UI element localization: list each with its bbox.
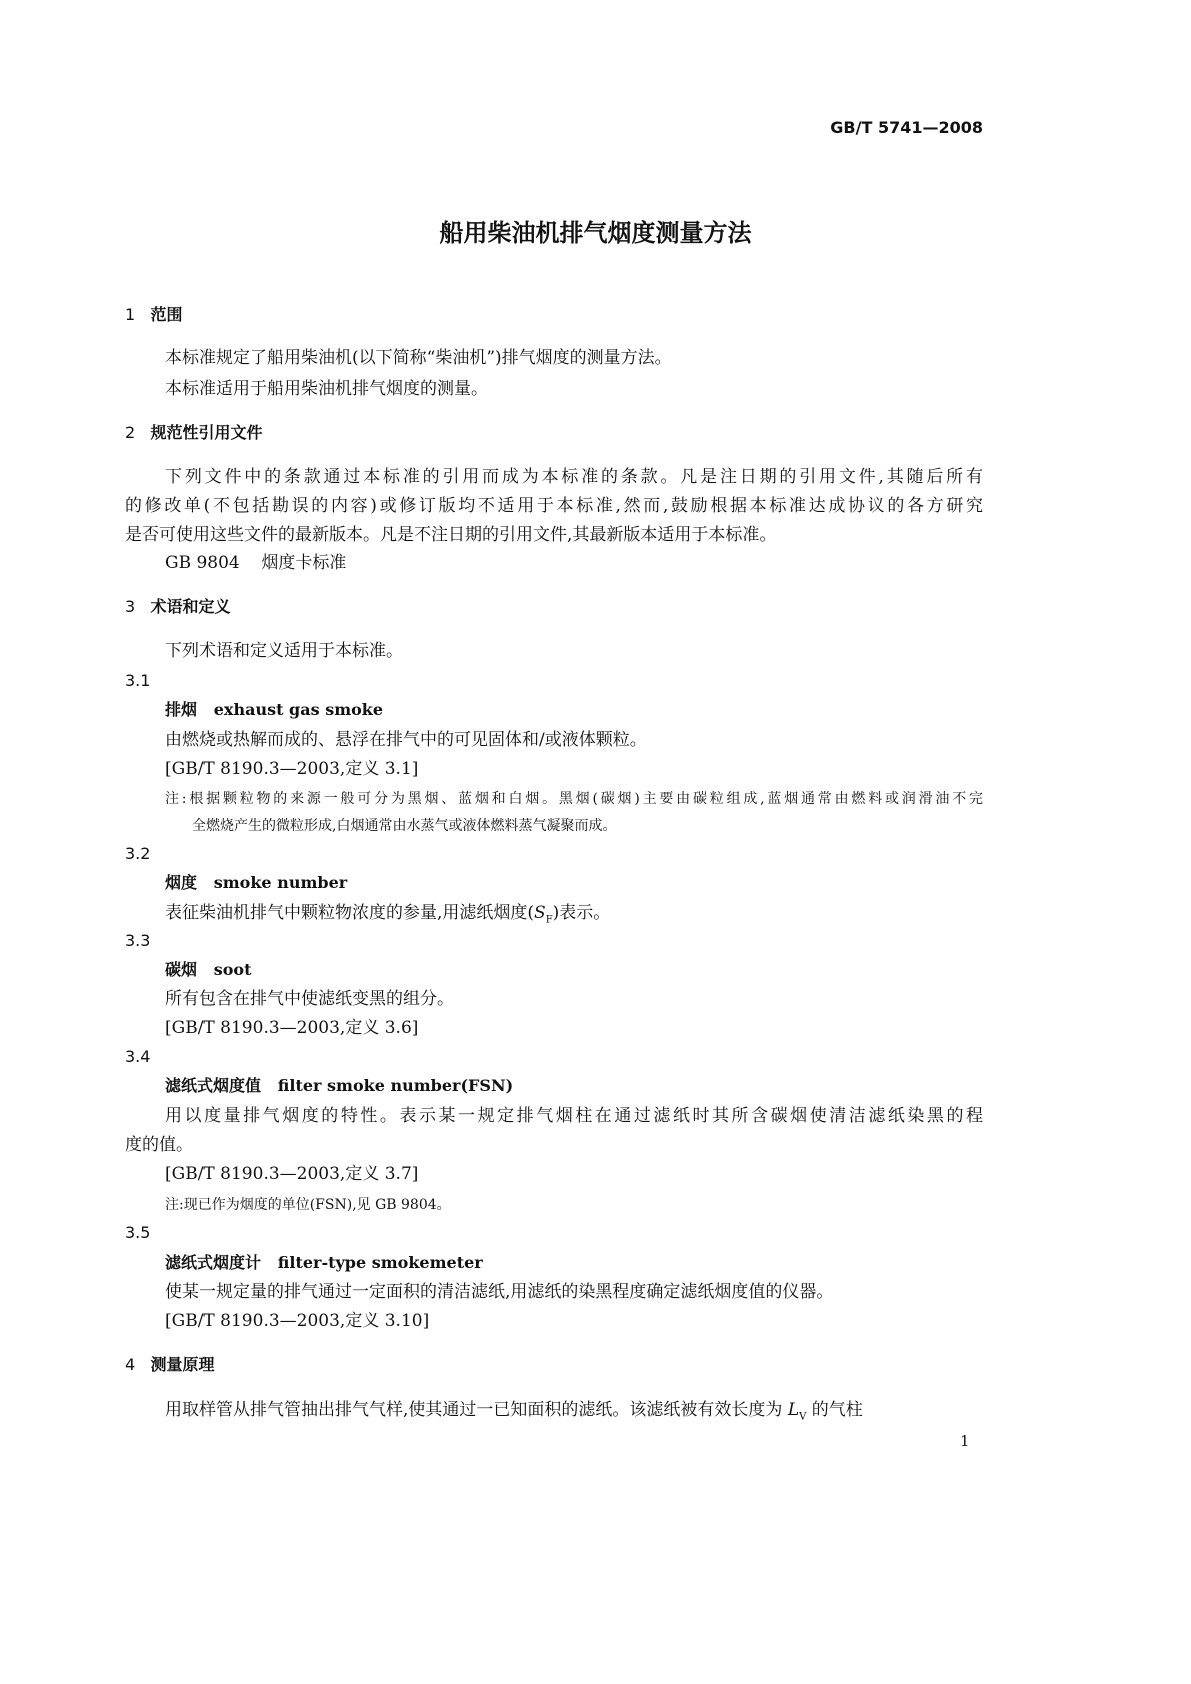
paragraph: 本标准适用于船用柴油机排气烟度的测量。 <box>165 379 488 399</box>
paragraph: 的修改单(不包括勘误的内容)或修订版均不适用于本标准,然而,鼓励根据本标准达成协议的各方研究 <box>125 496 983 516</box>
definition: 用以度量排气烟度的特性。表示某一规定排气烟柱在通过滤纸时其所含碳烟使清洁滤纸染黑的程 <box>165 1106 983 1126</box>
definition: 使某一规定量的排气通过一定面积的清洁滤纸,用滤纸的染黑程度确定滤纸烟度值的仪器。 <box>165 1282 834 1302</box>
paragraph: 本标准规定了船用柴油机(以下简称“柴油机”)排气烟度的测量方法。 <box>165 348 672 368</box>
definition: 表征柴油机排气中颗粒物浓度的参量,用滤纸烟度$(S_F)$表示。 <box>165 903 611 926</box>
term-heading: 烟度 smoke number <box>165 873 348 892</box>
term-heading: 排烟 exhaust gas smoke <box>165 700 384 719</box>
clause-number: 3.4 <box>125 1047 151 1066</box>
source: [GB/T 8190.3—2003,定义 3.1] <box>165 759 419 779</box>
definition: 由燃烧或热解而成的、悬浮在排气中的可见固体和/或液体颗粒。 <box>165 730 647 750</box>
page-title: 船用柴油机排气烟度测量方法 <box>439 219 752 247</box>
note: 注:现已作为烟度的单位(FSN),见 GB 9804。 <box>165 1197 451 1213</box>
paragraph: 是否可使用这些文件的最新版本。凡是不注日期的引用文件,其最新版本适用于本标准。 <box>125 525 777 545</box>
clause-number: 3.1 <box>125 671 151 690</box>
clause-number: 3.2 <box>125 844 151 863</box>
term-heading: 滤纸式烟度值 filter smoke number(FSN) <box>165 1076 514 1095</box>
section-1-heading: 1 范围 <box>125 305 183 324</box>
definition: 度的值。 <box>125 1135 193 1155</box>
term-heading: 滤纸式烟度计 filter-type smokemeter <box>165 1253 483 1272</box>
page-number: 1 <box>960 1432 970 1450</box>
source: [GB/T 8190.3—2003,定义 3.7] <box>165 1164 419 1184</box>
clause-number: 3.5 <box>125 1223 151 1242</box>
paragraph: 用取样管从排气管抽出排气气样,使其通过一已知面积的滤纸。该滤纸被有效长度为 $L_V$ 的气柱 <box>165 1400 863 1423</box>
term-heading: 碳烟 soot <box>165 960 252 979</box>
definition: 所有包含在排气中使滤纸变黑的组分。 <box>165 989 454 1009</box>
normative-reference: GB 9804 烟度卡标准 <box>165 553 347 573</box>
section-4-heading: 4 测量原理 <box>125 1355 215 1374</box>
note: 注:根据颗粒物的来源一般可分为黑烟、蓝烟和白烟。黑烟(碳烟)主要由碳粒组成,蓝烟通常由燃料或润滑油不完 <box>165 791 983 807</box>
source: [GB/T 8190.3—2003,定义 3.6] <box>165 1018 419 1038</box>
paragraph: 下列术语和定义适用于本标准。 <box>165 641 403 661</box>
clause-number: 3.3 <box>125 931 151 950</box>
source: [GB/T 8190.3—2003,定义 3.10] <box>165 1311 430 1331</box>
note: 全燃烧产生的微粒形成,白烟通常由水蒸气或液体燃料蒸气凝聚而成。 <box>192 818 617 834</box>
standard-code: GB/T 5741—2008 <box>830 118 983 137</box>
paragraph: 下列文件中的条款通过本标准的引用而成为本标准的条款。凡是注日期的引用文件,其随后所有 <box>165 467 983 487</box>
section-3-heading: 3 术语和定义 <box>125 597 231 616</box>
section-2-heading: 2 规范性引用文件 <box>125 423 263 442</box>
